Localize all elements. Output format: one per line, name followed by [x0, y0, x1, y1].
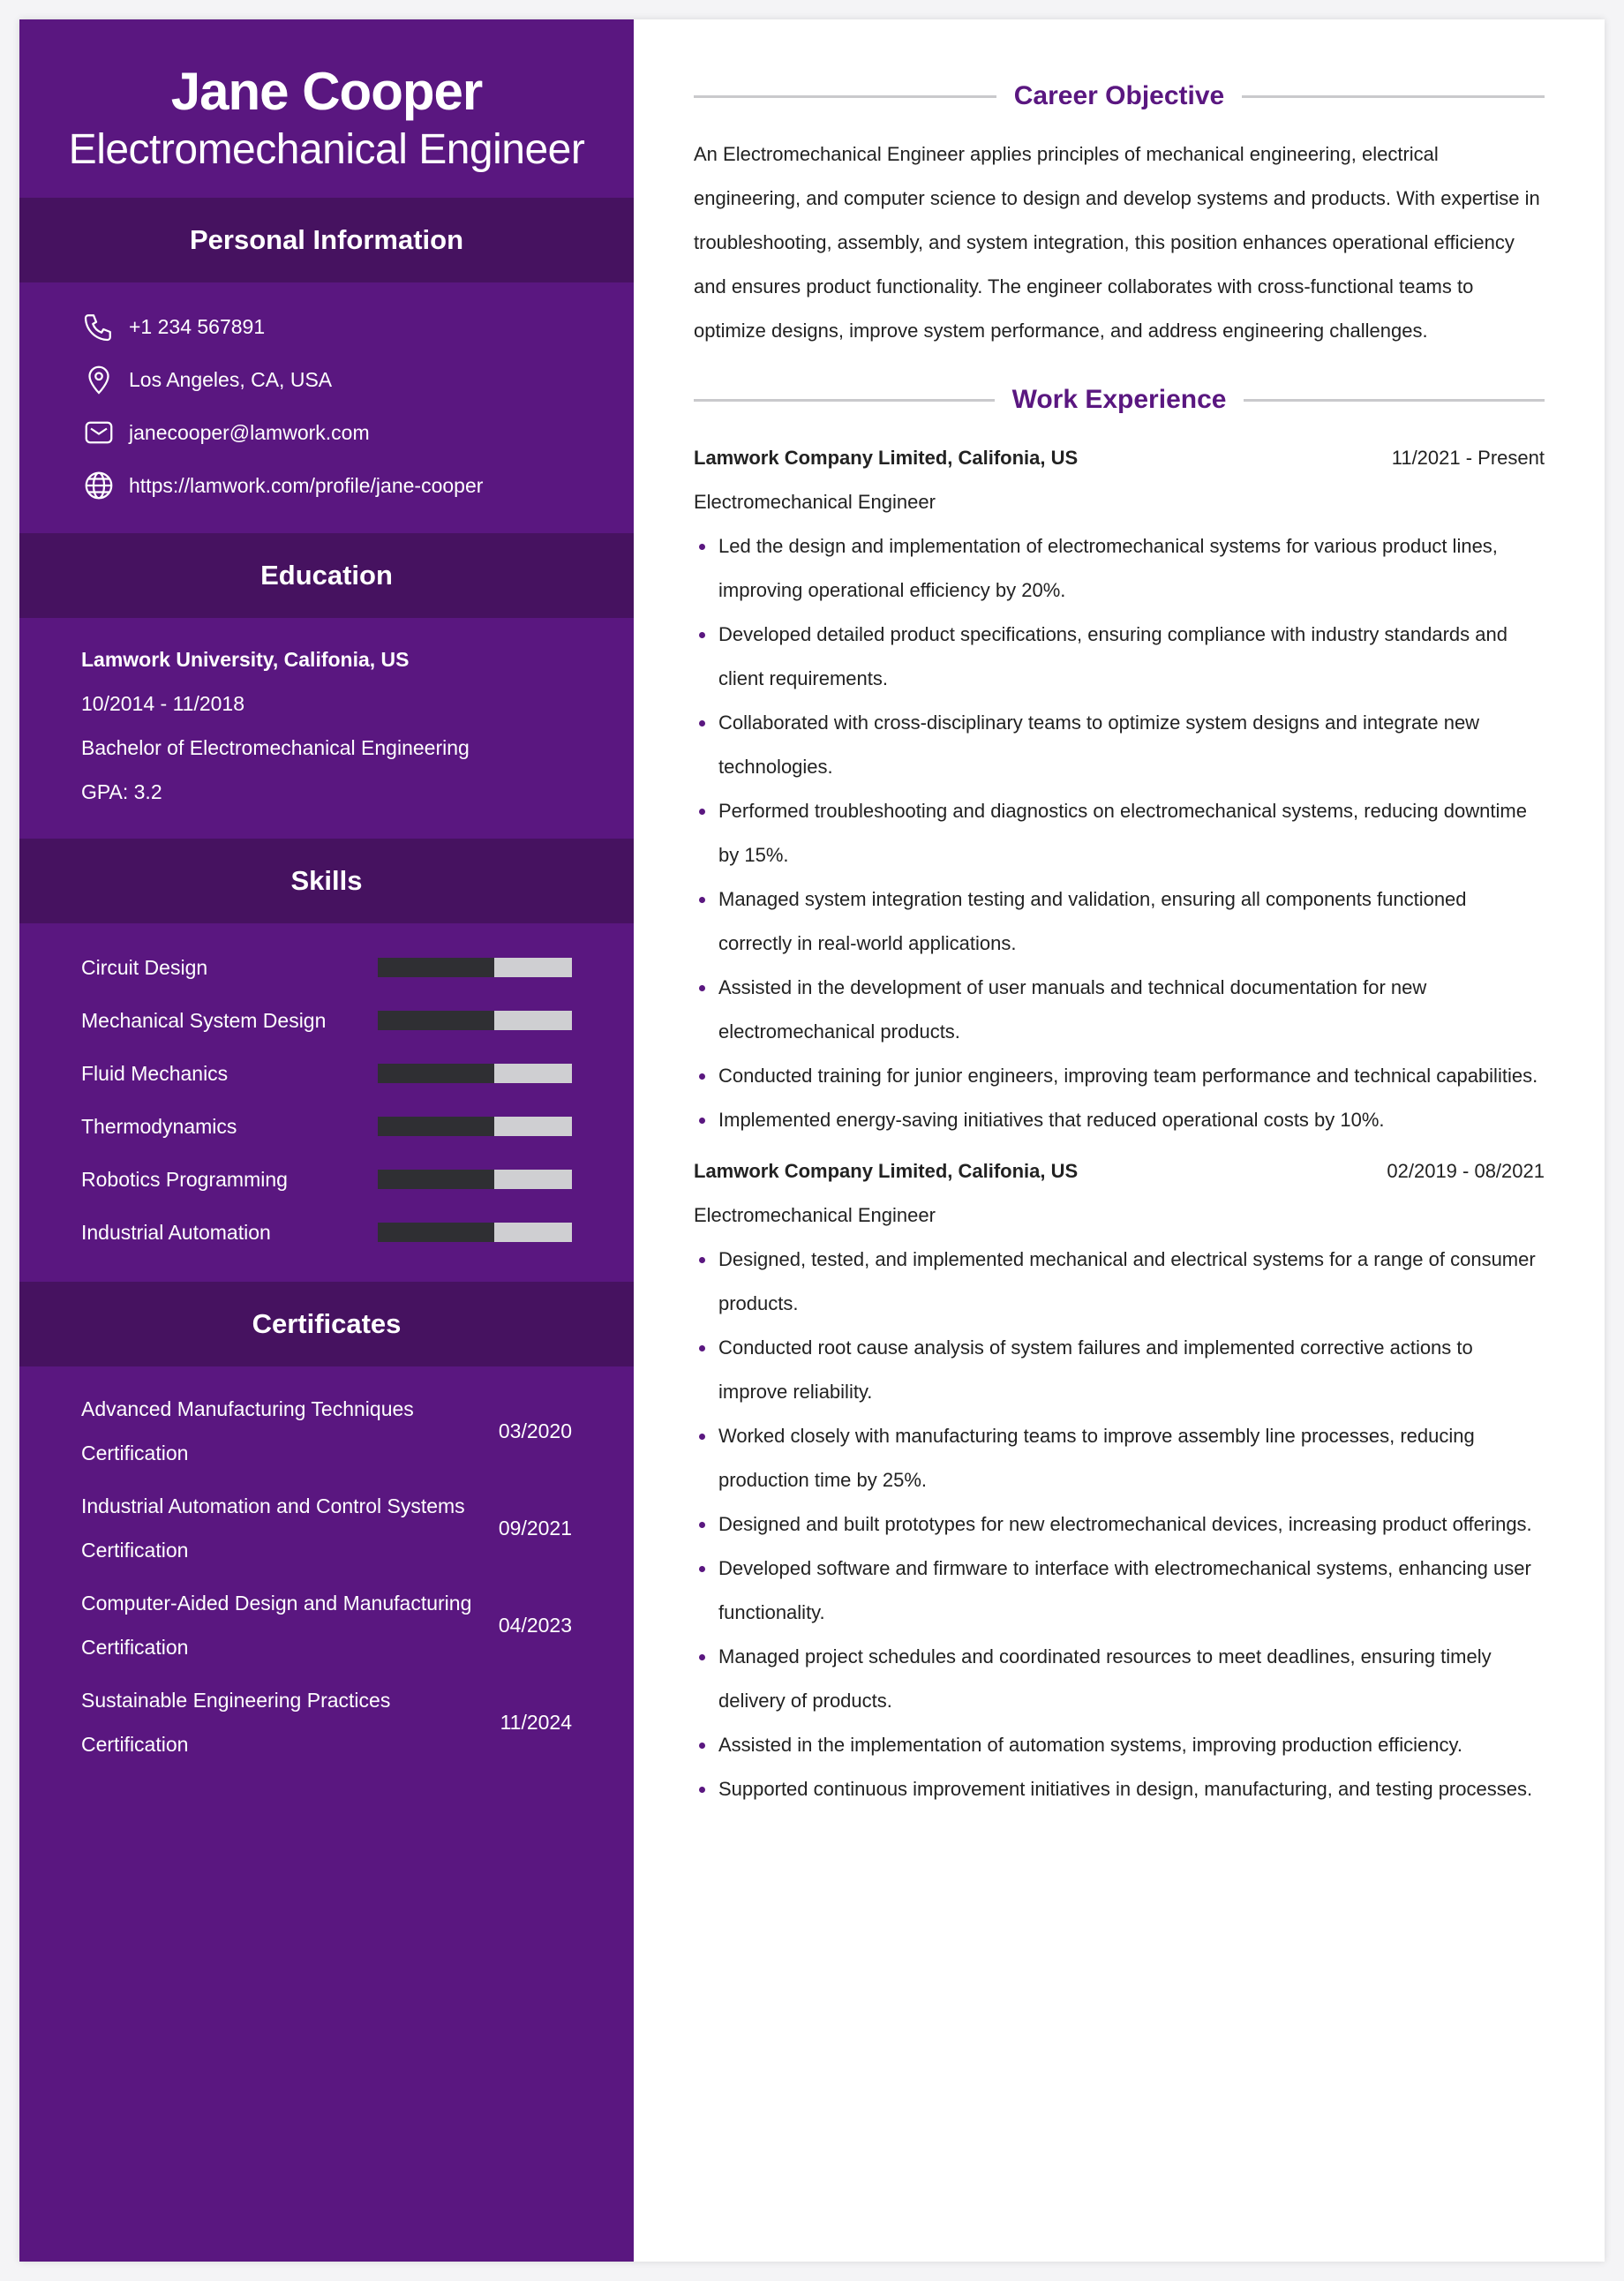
job-bullet: Collaborated with cross-disciplinary teams to optimize system designs and integrate new technologies.	[694, 701, 1545, 789]
certificate-item	[81, 1479, 572, 1577]
certificate-name: Sustainable Engineering Practices Certification	[81, 1689, 391, 1756]
candidate-name: Jane Cooper	[170, 62, 483, 121]
skill-label: Industrial Automation	[81, 1220, 271, 1244]
job-bullets	[694, 1238, 1545, 1811]
skill-item	[81, 1100, 572, 1153]
certificate-date: 11/2024	[500, 1711, 572, 1734]
education-dates: 10/2014 - 11/2018	[81, 692, 245, 715]
job-dates: 11/2021 - Present	[1391, 447, 1545, 469]
certificate-item	[81, 1674, 572, 1771]
job-bullet: Led the design and implementation of electromechanical systems for various product lines, improving operational efficiency by 20%.	[694, 524, 1545, 613]
certificate-date: 04/2023	[498, 1614, 572, 1637]
skill-label: Fluid Mechanics	[81, 1061, 229, 1085]
certificates-heading: Certificates	[19, 1282, 634, 1366]
job-bullet: Supported continuous improvement initiatives in design, manufacturing, and testing processes.	[694, 1767, 1545, 1811]
skill-item	[81, 941, 572, 994]
skill-label: Robotics Programming	[81, 1167, 288, 1191]
job-bullet: Conducted training for junior engineers, improving team performance and technical capabilities.	[694, 1054, 1545, 1098]
skill-level-fill	[378, 958, 494, 977]
certificate-date: 09/2021	[498, 1517, 572, 1539]
skill-label: Circuit Design	[81, 955, 208, 979]
skill-item	[81, 1206, 572, 1259]
email-text[interactable]: janecooper@lamwork.com	[129, 420, 370, 444]
divider-line	[694, 95, 996, 98]
skills-heading: Skills	[19, 839, 634, 923]
job-entry	[694, 1149, 1545, 1811]
job-header	[694, 436, 1545, 480]
career-objective-text: An Electromechanical Engineer applies principles of mechanical engineering, electrical engineering, and computer science to design and develop systems and products. With expertise in troubleshooting, assembly, and system integration, this position enhances operational efficiency and ensures product functionality. The engineer collaborates with cross-functional teams to optimize designs, improve system performance, and address engineering challenges.	[694, 143, 1540, 342]
skill-level-bar	[378, 958, 572, 977]
skill-level-fill	[378, 1117, 494, 1136]
education-heading: Education	[19, 533, 634, 618]
education-block	[19, 618, 634, 839]
job-header	[694, 1149, 1545, 1193]
skill-item	[81, 1153, 572, 1206]
certificate-date: 03/2020	[498, 1419, 572, 1442]
job-bullet: Managed project schedules and coordinated resources to meet deadlines, ensuring timely delivery of products.	[694, 1635, 1545, 1723]
globe-icon	[81, 468, 117, 503]
job-bullet: Designed, tested, and implemented mechanical and electrical systems for a range of consumer products.	[694, 1238, 1545, 1326]
skill-level-fill	[378, 1223, 494, 1242]
skill-level-bar	[378, 1117, 572, 1136]
job-bullet: Worked closely with manufacturing teams to improve assembly line processes, reducing production time by 25%.	[694, 1414, 1545, 1502]
skill-level-bar	[378, 1064, 572, 1083]
skill-level-bar	[378, 1223, 572, 1242]
main-content	[634, 19, 1605, 2262]
education-degree: Bachelor of Electromechanical Engineering	[81, 736, 470, 759]
location-pin-icon	[81, 362, 117, 397]
work-experience-title	[694, 385, 1545, 415]
job-bullet: Assisted in the implementation of automation systems, improving production efficiency.	[694, 1723, 1545, 1767]
education-school: Lamwork University, Califonia, US	[81, 648, 410, 671]
skill-level-bar	[378, 1011, 572, 1030]
job-role: Electromechanical Engineer	[694, 491, 936, 513]
personal-info-heading: Personal Information	[19, 198, 634, 282]
skill-level-fill	[378, 1011, 494, 1030]
skills-list	[19, 923, 634, 1282]
job-bullet: Assisted in the development of user manuals and technical documentation for new electromechanical products.	[694, 966, 1545, 1054]
divider-line	[1244, 399, 1545, 402]
name-block	[19, 19, 634, 198]
phone-icon	[81, 309, 117, 344]
candidate-title: Electromechanical Engineer	[68, 126, 585, 173]
divider-line	[694, 399, 995, 402]
contact-location	[81, 353, 572, 406]
job-bullet: Managed system integration testing and validation, ensuring all components functioned correctly in real-world applications.	[694, 877, 1545, 966]
job-company: Lamwork Company Limited, Califonia, US	[694, 1160, 1079, 1182]
phone-text: +1 234 567891	[129, 314, 266, 338]
job-company: Lamwork Company Limited, Califonia, US	[694, 447, 1079, 469]
resume-page	[19, 19, 1605, 2262]
contact-email	[81, 406, 572, 459]
job-bullet: Developed detailed product specifications, ensuring compliance with industry standards and client requirements.	[694, 613, 1545, 701]
job-role: Electromechanical Engineer	[694, 1204, 936, 1226]
mail-icon	[81, 415, 117, 450]
skill-level-fill	[378, 1064, 494, 1083]
contact-website	[81, 459, 572, 512]
sidebar	[19, 19, 634, 2262]
certificate-name: Industrial Automation and Control Systems Certification	[81, 1494, 465, 1562]
skill-level-bar	[378, 1170, 572, 1189]
job-bullet: Designed and built prototypes for new electromechanical devices, increasing product offerings.	[694, 1502, 1545, 1547]
job-bullet: Developed software and firmware to interface with electromechanical systems, enhancing user functionality.	[694, 1547, 1545, 1635]
skill-item	[81, 994, 572, 1047]
skill-label: Mechanical System Design	[81, 1008, 327, 1032]
certificate-name: Advanced Manufacturing Techniques Certification	[81, 1397, 414, 1464]
contact-list	[19, 282, 634, 533]
job-bullet: Implemented energy-saving initiatives that reduced operational costs by 10%.	[694, 1098, 1545, 1142]
job-entry	[694, 436, 1545, 1142]
contact-phone	[81, 300, 572, 353]
certificate-name: Computer-Aided Design and Manufacturing Certification	[81, 1592, 472, 1659]
career-objective-heading: Career Objective	[1013, 81, 1225, 110]
skill-level-fill	[378, 1170, 494, 1189]
certificate-item	[81, 1382, 572, 1479]
certificate-item	[81, 1577, 572, 1674]
job-bullet: Performed troubleshooting and diagnostics on electromechanical systems, reducing downtime by 15%.	[694, 789, 1545, 877]
job-bullets	[694, 524, 1545, 1142]
skill-label: Thermodynamics	[81, 1114, 237, 1138]
career-objective-title	[694, 81, 1545, 111]
work-experience-heading: Work Experience	[1011, 385, 1227, 414]
location-text: Los Angeles, CA, USA	[129, 367, 333, 391]
divider-line	[1242, 95, 1545, 98]
website-link[interactable]: https://lamwork.com/profile/jane-cooper	[129, 473, 484, 497]
skill-item	[81, 1047, 572, 1100]
job-bullet: Conducted root cause analysis of system failures and implemented corrective actions to improve reliability.	[694, 1326, 1545, 1414]
certificates-list	[19, 1366, 634, 1787]
education-gpa: GPA: 3.2	[81, 780, 162, 803]
job-dates: 02/2019 - 08/2021	[1387, 1160, 1545, 1182]
